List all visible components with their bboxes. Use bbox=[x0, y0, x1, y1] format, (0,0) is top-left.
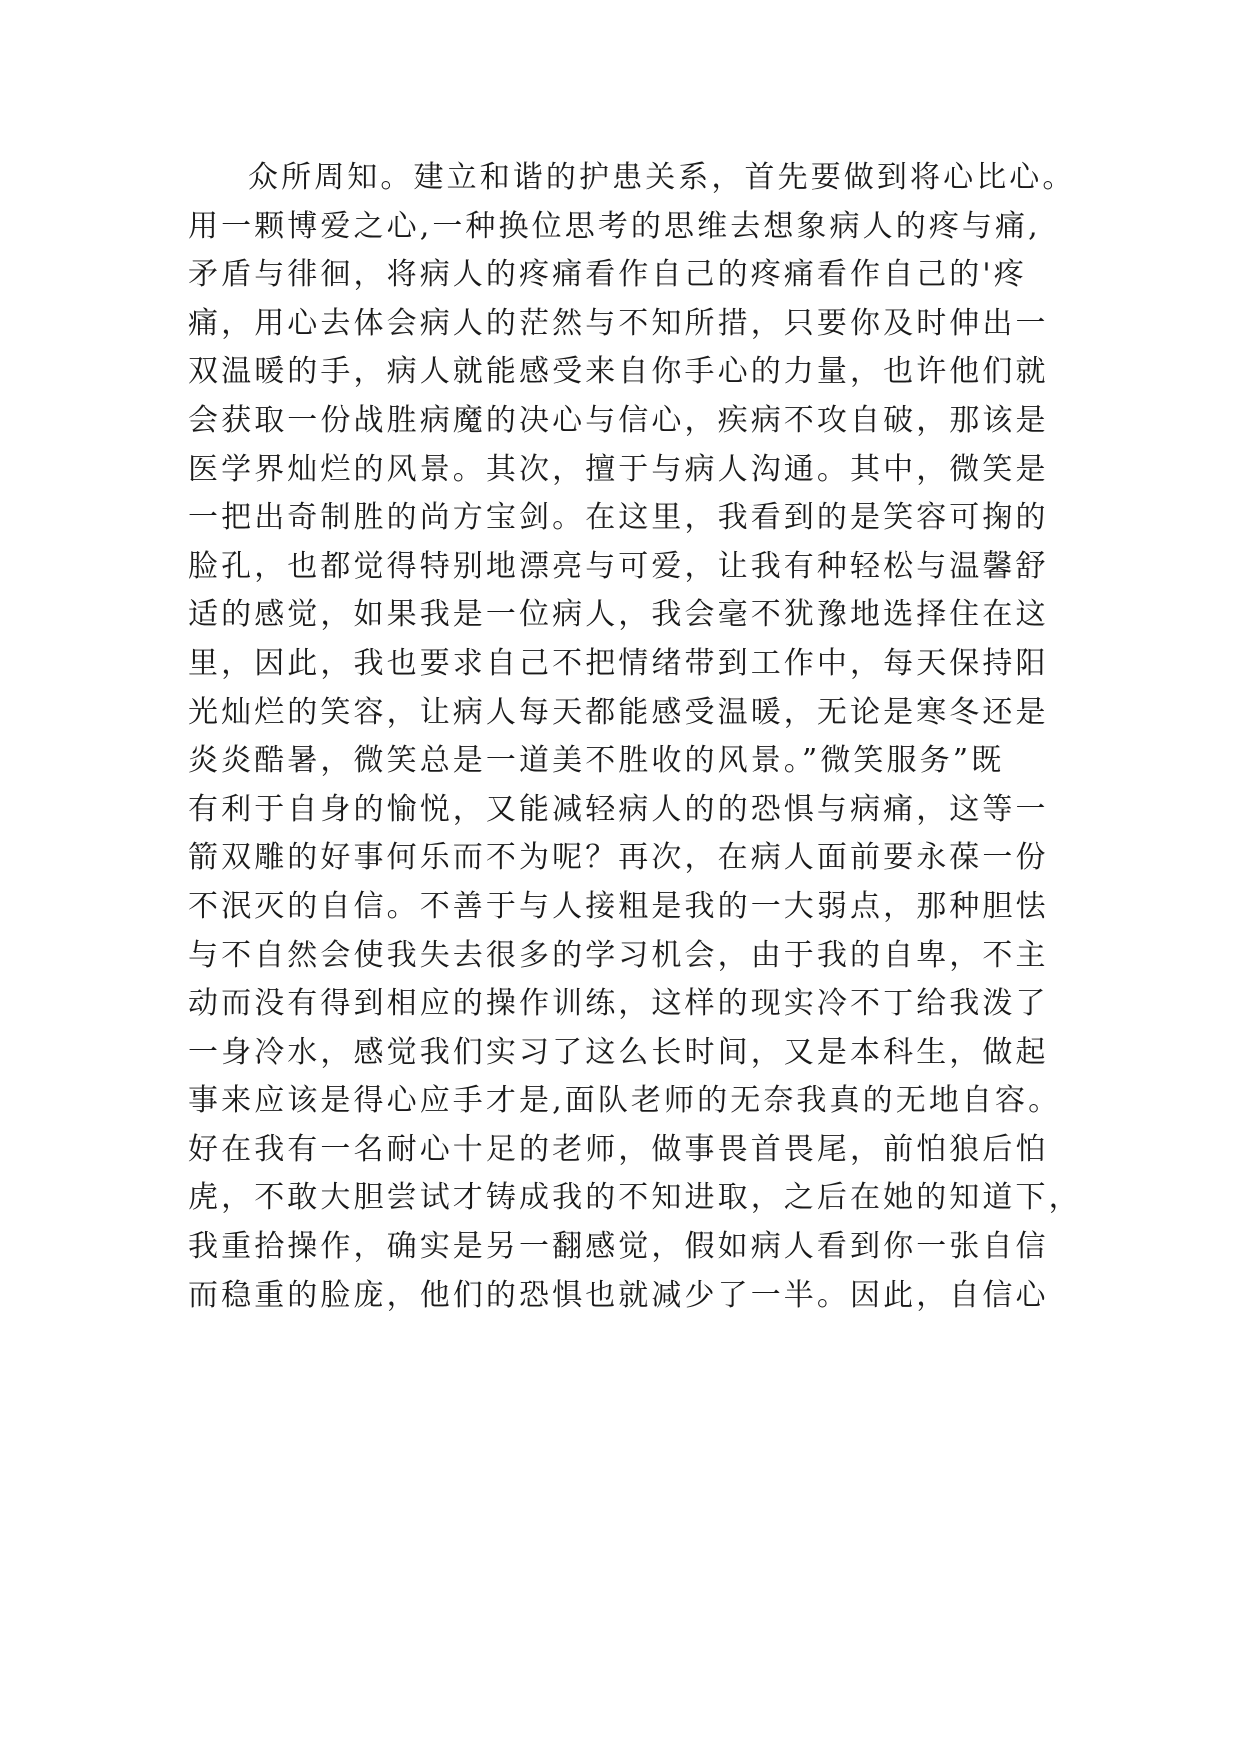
body-text bbox=[188, 154, 1088, 1320]
text-line: 众所周知。建立和谐的护患关系，首先要做到将心比心。 bbox=[248, 160, 1076, 195]
text-line: 用一颗博爱之心,一种换位思考的思维去想象病人的疼与痛, bbox=[188, 208, 1041, 244]
text-line: 好在我有一名耐心十足的老师，做事畏首畏尾，前怕狼后怕 bbox=[188, 1131, 1049, 1167]
text-line: 医学界灿烂的风景。其次，擅于与病人沟通。其中，微笑是 bbox=[188, 451, 1049, 487]
text-line: 矛盾与徘徊，将病人的疼痛看作自己的疼痛看作自己的'疼 bbox=[188, 257, 1027, 293]
text-line: 痛，用心去体会病人的茫然与不知所措，只要你及时伸出一 bbox=[188, 305, 1049, 341]
text-line: 里，因此，我也要求自己不把情绪带到工作中，每天保持阳 bbox=[188, 645, 1049, 681]
text-line: 一身冷水，感觉我们实习了这么长时间，又是本科生，做起 bbox=[188, 1034, 1049, 1070]
text-line: 有利于自身的愉悦，又能减轻病人的的恐惧与病痛，这等一 bbox=[188, 791, 1049, 827]
text-line: 适的感觉，如果我是一位病人，我会毫不犹豫地选择住在这 bbox=[188, 597, 1049, 633]
text-line: 一把出奇制胜的尚方宝剑。在这里，我看到的是笑容可掬的 bbox=[188, 500, 1049, 536]
text-line: 光灿烂的笑容，让病人每天都能感受温暖，无论是寒冬还是 bbox=[188, 694, 1049, 730]
text-line: 与不自然会使我失去很多的学习机会，由于我的自卑，不主 bbox=[188, 937, 1049, 973]
text-line: 虎，不敢大胆尝试才铸成我的不知进取，之后在她的知道下， bbox=[188, 1180, 1082, 1216]
text-line: 炎炎酷暑，微笑总是一道美不胜收的风景。”微笑服务”既 bbox=[188, 743, 1005, 779]
text-line: 不泯灭的自信。不善于与人接粗是我的一大弱点，那种胆怯 bbox=[188, 888, 1049, 924]
text-line: 箭双雕的好事何乐而不为呢？再次，在病人面前要永葆一份 bbox=[188, 840, 1049, 876]
text-line: 而稳重的脸庞，他们的恐惧也就减少了一半。因此，自信心 bbox=[188, 1277, 1049, 1313]
text-line: 我重拾操作，确实是另一翻感觉，假如病人看到你一张自信 bbox=[188, 1229, 1049, 1265]
text-line: 双温暖的手，病人就能感受来自你手心的力量，也许他们就 bbox=[188, 354, 1049, 390]
text-line: 动而没有得到相应的操作训练，这样的现实冷不丁给我泼了 bbox=[188, 986, 1049, 1022]
text-line: 事来应该是得心应手才是,面队老师的无奈我真的无地自容。 bbox=[188, 1083, 1062, 1119]
text-line: 脸孔，也都觉得特别地漂亮与可爱，让我有种轻松与温馨舒 bbox=[188, 548, 1049, 584]
text-line: 会获取一份战胜病魔的决心与信心，疾病不攻自破，那该是 bbox=[188, 402, 1049, 438]
